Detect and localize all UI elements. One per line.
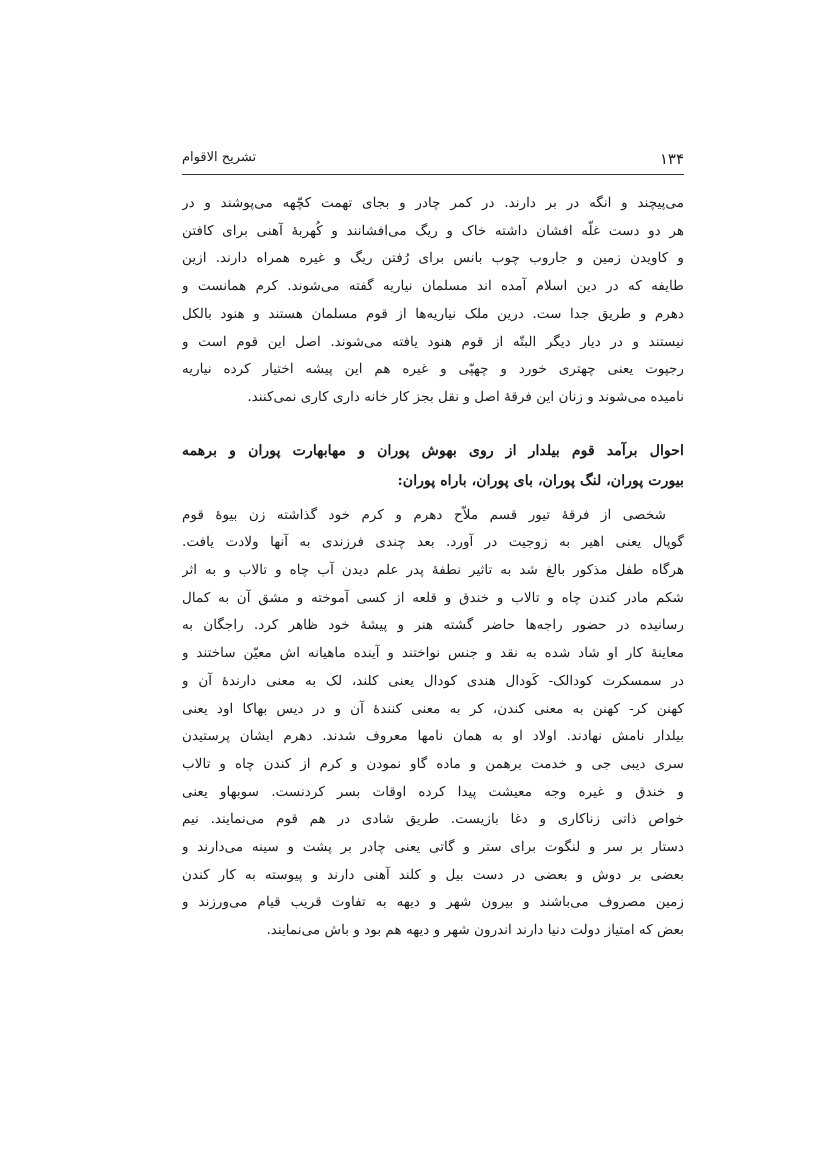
text-line: زمین مصروف می‌باشند و بیرون شهر و دیهه به تفاوت قریب قیام می‌ورزند و xyxy=(182,894,684,911)
text-line: و کاویدن زمین و جاروب چوب بانس برای رُفتن ریگ و غیره همراه دارند. ازین xyxy=(182,250,684,267)
heading-line: احوال برآمد قوم بیلدار از روی بهوش پوران و مهابهارت پوران و برهمه xyxy=(182,442,684,459)
text-line: کهنن کر- کهنن به معنی کندن، کر به معنی کنندهٔ آن و در دیس بهاکا اود یعنی xyxy=(182,700,684,717)
text-line: معاینهٔ کار او شاد شده به نقد و جنس نواختند و آینده ماهیانه اش معیّن ساختند و xyxy=(182,645,684,662)
paragraph-1 xyxy=(182,190,684,412)
text-line: شخصی از فرقهٔ تیور قسم ملاّح دهرم و کرم خود گذاشته زن بیوهٔ قوم xyxy=(182,506,666,523)
text-line: دهرم و طریق جدا ست. درین ملک نیاریه‌ها از قوم مسلمان هستند و هنود بالکل xyxy=(182,305,684,322)
text-line: و خندق و غیره وجه معیشت پیدا کرده اوقات بسر کردنست. سوبهاو یعنی xyxy=(182,783,684,800)
text-line: در سمسکرت کودالک- کَودال هندی کودال یعنی کلند، لک به معنی دارندهٔ آن و xyxy=(182,672,684,689)
text-line: می‌پیچند و انگه در بر دارند. در کمر چادر و بجای تهمت کچّهه می‌پوشند و در xyxy=(182,195,684,211)
text-line: هر دو دست غلّه افشان داشته خاک و ریگ می‌افشانند و کُهربهٔ آهنی برای کافتن xyxy=(182,222,684,239)
running-title: تشریح الاقوام xyxy=(182,150,257,165)
page-number: ۱۳۴ xyxy=(659,150,684,168)
page-body xyxy=(182,190,684,945)
text-line: طایفه که در دین اسلام آمده اند مسلمان نیاریه گفته می‌شوند. کرم همانست و xyxy=(182,278,684,295)
paragraph-2 xyxy=(182,502,684,945)
page-header xyxy=(182,146,684,175)
text-line: گوپال یعنی اهیر به زوجیت در آورد. بعد چندی فرزندی به آنها ولادت یافت. xyxy=(182,534,684,551)
text-line: نیستند و در دیار دیگر البتّه از قوم هنود یافته می‌شوند. اصل این قوم است و xyxy=(182,333,684,350)
section-heading xyxy=(182,436,684,496)
text-line: رجپوت یعنی چهتری خورد و چهپّی و غیره هم این پیشه اختیار کرده نیاریه xyxy=(182,361,684,378)
text-line: بیلدار نامش نهادند. اولاد او به همان نامها معروف شدند. دهرم ایشان پرستیدن xyxy=(182,728,684,745)
text-line: بعض که امتیاز دولت دنیا دارند اندرون شهر و دیهه هم بود و باش می‌نمایند. xyxy=(266,922,684,939)
text-line: دستار بر سر و لنگوت برای ستر و گاتی یعنی چادر بر پشت و سینه می‌دارند و xyxy=(182,839,684,856)
text-line: سری دیبی جی و خدمت برهمن و ماده گاو نمودن و کرم از کندن چاه و تالاب xyxy=(182,755,684,772)
text-line: رسانیده در حضور راجه‌ها حاضر گشته هنر و پیشهٔ خود ظاهر کرد. راجگان به xyxy=(182,617,684,634)
text-line: بعضی بر دوش و بعضی در دست بیل و کلند آهنی دارند و پیوسته به کار کندن xyxy=(182,866,684,883)
text-line: خواص ذاتی زناکاری و دغا بازیست. طریق شادی در هم قوم می‌نمایند. نیم xyxy=(182,811,684,828)
text-line: نامیده می‌شوند و زنان این فرقهٔ اصل و نقل بجز کار خانه داری کاری نمی‌کنند. xyxy=(247,388,684,405)
heading-line: بیورت پوران، لنگ پوران، بای پوران، باراه پوران: xyxy=(397,472,684,489)
text-line: هرگاه طفل مذکور بالغ شد به تاثیر نطفهٔ پدر علم دیدن آب چاه و تالاب و به اثر xyxy=(182,562,684,579)
text-line: شکم مادر کندن چاه و تالاب و خندق و قلعه از کسی آموخته و مشق آن به کمال xyxy=(182,589,684,606)
